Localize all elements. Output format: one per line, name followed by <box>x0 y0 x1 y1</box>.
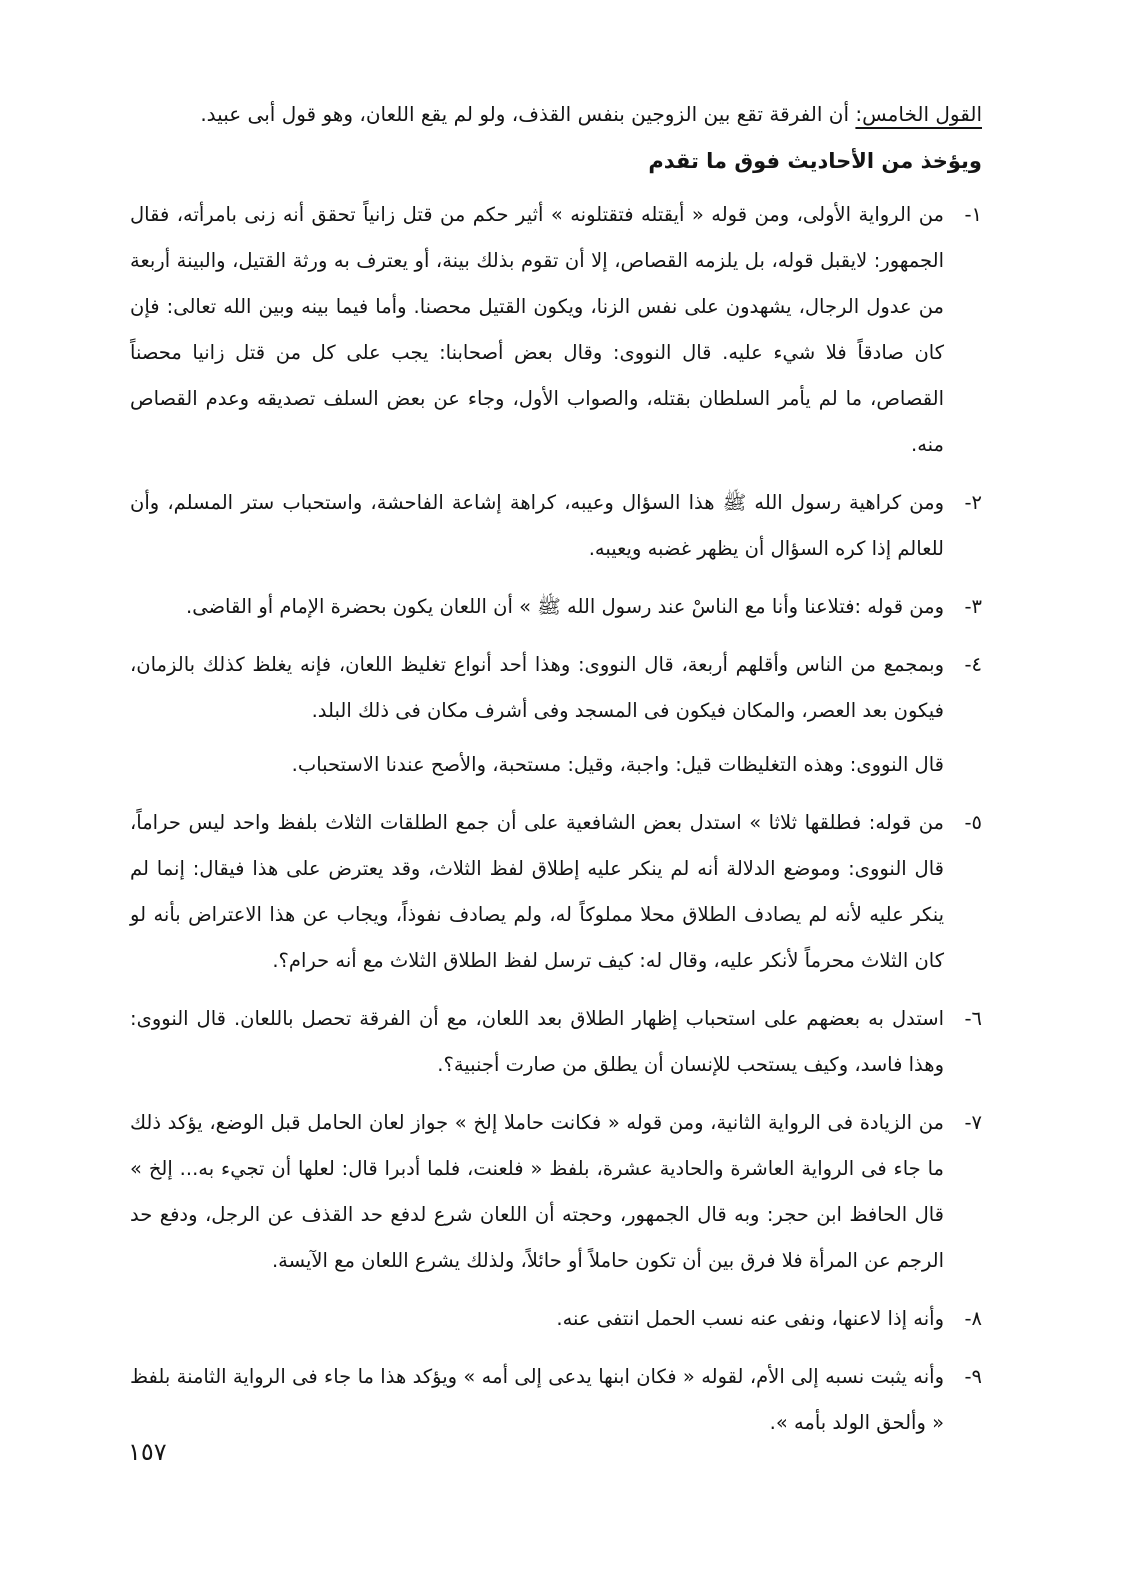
list-item <box>130 800 982 984</box>
item-number: ٦- <box>964 1007 982 1030</box>
item-text: وأنه يثبت نسبه إلى الأم، لقوله « فكان ابنها يدعى إلى أمه » ويؤكد هذا ما جاء فى الرواية الثامنة بلفظ « وألحق الولد بأمه ». <box>130 1365 944 1434</box>
page-number: ١٥٧ <box>128 1438 167 1466</box>
list-item <box>130 1354 982 1446</box>
list-item <box>130 1100 982 1284</box>
item-text: ومن كراهية رسول الله ﷺ هذا السؤال وعيبه، كراهة إشاعة الفاحشة، واستحباب ستر المسلم، وأن للعالم إذا كره السؤال أن يظهر غضبه ويعيبه. <box>130 491 944 560</box>
item-text: وأنه إذا لاعنها، ونفى عنه نسب الحمل انتفى عنه. <box>556 1307 944 1330</box>
intro-text: أن الفرقة تقع بين الزوجين بنفس القذف، ولو لم يقع اللعان، وهو قول أبى عبيد. <box>200 102 850 126</box>
item-number: ٧- <box>964 1111 982 1134</box>
item-number: ٤- <box>964 653 982 676</box>
list-item <box>130 584 982 630</box>
item-text: استدل به بعضهم على استحباب إظهار الطلاق بعد اللعان، مع أن الفرقة تحصل باللعان. قال النووى: وهذا فاسد، وكيف يستحب للإنسان أن يطلق من صارت أجنبية؟. <box>130 1007 944 1076</box>
item-text: ومن قوله :فتلاعنا وأنا مع الناسْ عند رسول الله ﷺ » أن اللعان يكون بحضرة الإمام أو القاضى. <box>186 595 944 618</box>
item-text: من الزيادة فى الرواية الثانية، ومن قوله « فكانت حاملا إلخ » جواز لعان الحامل قبل الوضع، يؤكد ذلك ما جاء فى الرواية العاشرة والحادية عشرة، بلفظ « فلعنت، فلما أدبرا قال: لعلها أن تجيء به... إلخ » قال الحافظ ابن حجر: وبه قال الجمهور، وحجته أن اللعان شرع لدفع حد القذف عن الرجل، ودفع حد الرجم عن المرأة فلا فرق بين أن تكون حاملاً أو حائلاً، ولذلك يشرع اللعان مع الآيسة. <box>130 1111 944 1272</box>
item-number: ٨- <box>964 1307 982 1330</box>
item-number: ٣- <box>964 595 982 618</box>
intro-label: القول الخامس: <box>855 102 982 126</box>
item-note: قال النووى: وهذه التغليظات قيل: واجبة، وقيل: مستحبة، والأصح عندنا الاستحباب. <box>291 753 944 776</box>
intro-paragraph <box>130 92 982 136</box>
item-number: ٥- <box>964 811 982 834</box>
list-item <box>130 996 982 1088</box>
item-number: ٩- <box>964 1365 982 1388</box>
list-item <box>130 1296 982 1342</box>
item-number: ١- <box>964 203 982 226</box>
list-item <box>130 480 982 572</box>
list-item <box>130 642 982 734</box>
item-text: من الرواية الأولى، ومن قوله « أيقتله فتقتلونه » أثير حكم من قتل زانياً تحقق أنه زنى بامرأته، فقال الجمهور: لايقبل قوله، بل يلزمه القصاص، إلا أن تقوم بذلك بينة، أو يعترف به ورثة القتيل، والبينة أربعة من عدول الرجال، يشهدون على نفس الزنا، ويكون القتيل محصنا. وأما فيما بينه وبين الله تعالى: فإن كان صادقاً فلا شيء عليه. قال النووى: وقال بعض أصحابنا: يجب على كل من قتل زانيا محصناً القصاص، ما لم يأمر السلطان بقتله، والصواب الأول، وجاء عن بعض السلف تصديقه وعدم القصاص منه. <box>130 203 944 456</box>
list-item <box>130 192 982 468</box>
page-body <box>130 92 982 1458</box>
item-text: وبمجمع من الناس وأقلهم أربعة، قال النووى: وهذا أحد أنواع تغليظ اللعان، فإنه يغلظ كذلك بالزمان، فيكون بعد العصر، والمكان فيكون فى المسجد وفى أشرف مكان فى ذلك البلد. <box>130 653 944 722</box>
item-text: من قوله: فطلقها ثلاثا » استدل بعض الشافعية على أن جمع الطلقات الثلاث بلفظ واحد ليس حراماً، قال النووى: وموضع الدلالة أنه لم ينكر عليه إطلاق لفظ الثلاث، وقد يعترض على هذا فيقال: إنما لم ينكر عليه لأنه لم يصادف الطلاق محلا مملوكاً له، ولم يصادف نفوذاً، ويجاب عن هذا الاعتراض بأنه لو كان الثلاث محرماً لأنكر عليه، وقال له: كيف ترسل لفظ الطلاق الثلاث مع أنه حرام؟. <box>130 811 944 972</box>
item-number: ٢- <box>964 491 982 514</box>
section-heading: ويؤخذ من الأحاديث فوق ما تقدم <box>648 149 982 173</box>
